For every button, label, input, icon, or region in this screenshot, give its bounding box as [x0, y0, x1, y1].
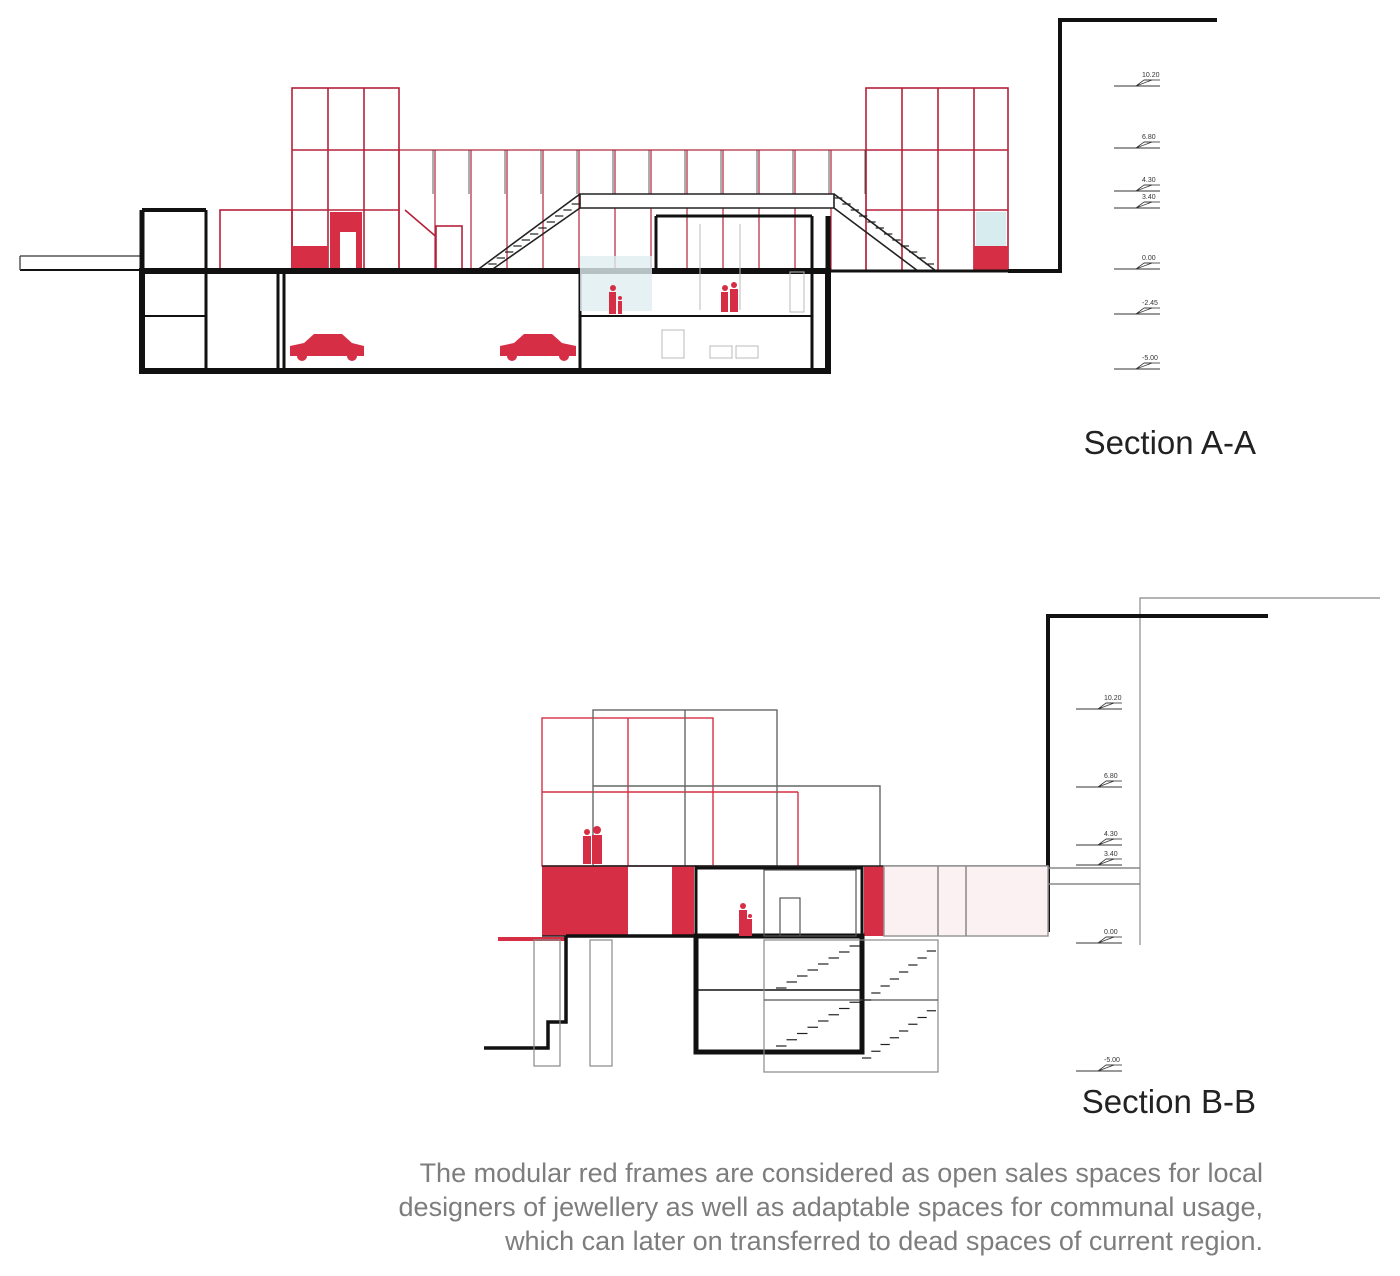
level-marker-icon: [1098, 859, 1114, 865]
level-label: 10.20: [1104, 695, 1122, 702]
level-label: 6.80: [1142, 134, 1156, 141]
floor-plates: [542, 866, 1140, 936]
middle-bay-frames: [399, 150, 866, 271]
level-markers: [1114, 72, 1160, 369]
level-label: 3.40: [1104, 851, 1118, 858]
level-marker-icon: [1098, 839, 1114, 845]
ground-left: [20, 256, 142, 270]
level-marker-icon: [1098, 703, 1114, 709]
level-marker-icon: [1136, 363, 1152, 369]
red-panel-door: [340, 232, 356, 271]
level-label: 0.00: [1104, 929, 1118, 936]
red-frame-grid: [542, 718, 798, 866]
level-marker-icon: [1098, 937, 1114, 943]
car-icon: [500, 334, 576, 361]
glazing-panel: [976, 212, 1006, 246]
section-b-title: Section B-B: [1081, 1083, 1256, 1120]
section-b-drawing: [0, 580, 1400, 1100]
level-marker-icon: [1136, 263, 1152, 269]
retaining-wall: [1008, 20, 1217, 271]
level-marker-icon: [1098, 781, 1114, 787]
level-markers: [1076, 695, 1122, 1071]
section-a-drawing: [0, 0, 1400, 420]
level-label: 10.20: [1142, 72, 1160, 79]
level-marker-icon: [1136, 185, 1152, 191]
level-marker-icon: [1136, 80, 1152, 86]
level-marker-icon: [1098, 1065, 1114, 1071]
site-line: [1140, 598, 1380, 945]
level-label: 3.40: [1142, 194, 1156, 201]
level-label: 4.30: [1104, 831, 1118, 838]
level-marker-icon: [1136, 142, 1152, 148]
level-label: -5.00: [1142, 355, 1158, 362]
level-marker-icon: [1136, 308, 1152, 314]
car-icon: [290, 334, 364, 361]
level-label: -5.00: [1104, 1057, 1120, 1064]
level-marker-icon: [1136, 202, 1152, 208]
level-label: 4.30: [1142, 177, 1156, 184]
grey-frame-grid: [593, 710, 880, 866]
level-label: 0.00: [1142, 255, 1156, 262]
bridge-and-stairs: [405, 194, 936, 271]
section-a-title: Section A-A: [1083, 424, 1256, 461]
caption-text: The modular red frames are considered as open sales spaces for local designers of jewellery as well as adaptable spaces for communal usage, which can later on transferred to dead spaces of current region.: [398, 1158, 1263, 1256]
level-label: 6.80: [1104, 773, 1118, 780]
level-label: -2.45: [1142, 300, 1158, 307]
stair-steps: [776, 946, 936, 1058]
red-panels: [498, 866, 884, 941]
